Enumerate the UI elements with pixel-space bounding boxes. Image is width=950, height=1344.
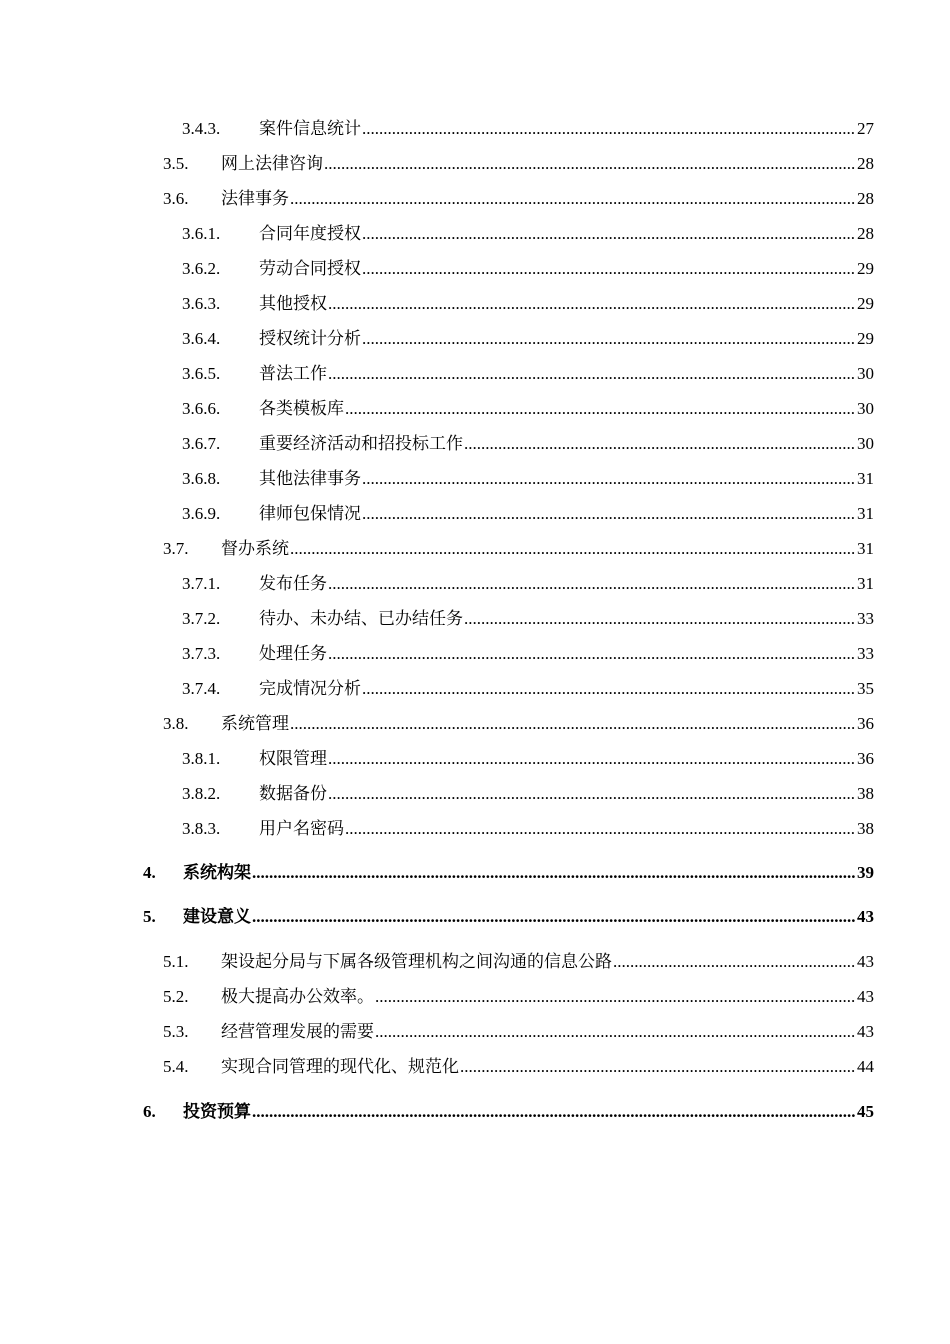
toc-entry[interactable] xyxy=(163,1016,874,1042)
toc-title: 用户名密码 xyxy=(259,819,344,838)
dot-leader xyxy=(328,364,856,384)
toc-page-number: 28 xyxy=(857,189,874,208)
toc-page-number: 44 xyxy=(857,1057,874,1076)
toc-number: 5.2. xyxy=(163,987,189,1006)
toc-page-number: 31 xyxy=(857,469,874,488)
toc-entry[interactable] xyxy=(182,743,874,769)
dot-leader xyxy=(375,1022,856,1042)
toc-entry[interactable] xyxy=(182,323,874,349)
toc-title: 架设起分局与下属各级管理机构之间沟通的信息公路 xyxy=(221,952,612,971)
dot-leader xyxy=(290,189,856,209)
toc-entry[interactable] xyxy=(163,708,874,734)
toc-title: 待办、未办结、已办结任务 xyxy=(259,609,463,628)
toc-title: 网上法律咨询 xyxy=(221,154,323,173)
toc-entry[interactable] xyxy=(163,183,874,209)
toc-page-number: 36 xyxy=(857,749,874,768)
toc-number: 3.7.1. xyxy=(182,574,221,593)
toc-number: 3.7.3. xyxy=(182,644,221,663)
toc-title: 法律事务 xyxy=(221,189,289,208)
toc-page-number: 43 xyxy=(857,952,874,971)
toc-number: 3.6.1. xyxy=(182,224,221,243)
toc-entry[interactable] xyxy=(182,498,874,524)
toc-number: 3.6.8. xyxy=(182,469,221,488)
toc-page-number: 30 xyxy=(857,364,874,383)
dot-leader xyxy=(345,399,856,419)
toc-number: 3.6.5. xyxy=(182,364,221,383)
toc-entry[interactable] xyxy=(163,533,874,559)
toc-entry[interactable] xyxy=(182,218,874,244)
dot-leader xyxy=(328,294,856,314)
toc-title: 合同年度授权 xyxy=(259,224,361,243)
toc-entry[interactable] xyxy=(182,113,874,139)
toc-entry[interactable] xyxy=(182,603,874,629)
toc-page-number: 31 xyxy=(857,574,874,593)
toc-title: 极大提高办公效率。 xyxy=(221,987,374,1006)
toc-page-number: 29 xyxy=(857,259,874,278)
dot-leader xyxy=(290,539,856,559)
toc-number: 6. xyxy=(143,1102,156,1121)
toc-entry[interactable] xyxy=(163,148,874,174)
toc-entry[interactable] xyxy=(163,981,874,1007)
toc-number: 3.6.4. xyxy=(182,329,221,348)
toc-number: 3.4.3. xyxy=(182,119,221,138)
toc-entry[interactable] xyxy=(182,813,874,839)
toc-page-number: 38 xyxy=(857,819,874,838)
toc-title: 发布任务 xyxy=(259,574,327,593)
toc-number: 5.1. xyxy=(163,952,189,971)
toc-title: 各类模板库 xyxy=(259,399,344,418)
dot-leader xyxy=(328,574,856,594)
toc-entry[interactable] xyxy=(143,1096,874,1122)
toc-page-number: 33 xyxy=(857,609,874,628)
toc-entry[interactable] xyxy=(182,673,874,699)
toc-number: 5. xyxy=(143,907,156,926)
toc-title: 重要经济活动和招投标工作 xyxy=(259,434,463,453)
toc-number: 3.8.2. xyxy=(182,784,221,803)
dot-leader xyxy=(375,987,856,1007)
toc-title: 实现合同管理的现代化、规范化 xyxy=(221,1057,459,1076)
dot-leader xyxy=(362,504,856,524)
toc-page-number: 31 xyxy=(857,504,874,523)
toc-entry[interactable] xyxy=(182,568,874,594)
toc-title: 案件信息统计 xyxy=(259,119,361,138)
toc-number: 3.8.1. xyxy=(182,749,221,768)
toc-page-number: 30 xyxy=(857,399,874,418)
toc-page-number: 29 xyxy=(857,294,874,313)
toc-page-number: 43 xyxy=(857,907,874,926)
toc-page-number: 33 xyxy=(857,644,874,663)
toc-title: 系统管理 xyxy=(221,714,289,733)
toc-number: 4. xyxy=(143,863,156,882)
dot-leader xyxy=(328,749,856,769)
toc-title: 系统构架 xyxy=(183,863,251,882)
toc-title: 经营管理发展的需要 xyxy=(221,1022,374,1041)
toc-number: 3.6.9. xyxy=(182,504,221,523)
toc-page-number: 36 xyxy=(857,714,874,733)
toc-page-number: 35 xyxy=(857,679,874,698)
toc-entry[interactable] xyxy=(182,428,874,454)
toc-title: 普法工作 xyxy=(259,364,327,383)
dot-leader xyxy=(362,469,856,489)
toc-entry[interactable] xyxy=(182,358,874,384)
toc-entry[interactable] xyxy=(182,253,874,279)
dot-leader xyxy=(324,154,856,174)
toc-entry[interactable] xyxy=(143,901,874,927)
toc-number: 3.6. xyxy=(163,189,189,208)
dot-leader xyxy=(328,784,856,804)
dot-leader xyxy=(362,329,856,349)
toc-page-number: 43 xyxy=(857,987,874,1006)
dot-leader xyxy=(613,952,856,972)
dot-leader xyxy=(460,1057,856,1077)
toc-title: 完成情况分析 xyxy=(259,679,361,698)
dot-leader xyxy=(362,259,856,279)
toc-title: 律师包保情况 xyxy=(259,504,361,523)
toc-title: 处理任务 xyxy=(259,644,327,663)
dot-leader xyxy=(362,224,856,244)
toc-page-number: 31 xyxy=(857,539,874,558)
toc-entry[interactable] xyxy=(182,288,874,314)
toc-entry[interactable] xyxy=(163,946,874,972)
dot-leader xyxy=(362,679,856,699)
toc-number: 3.7.4. xyxy=(182,679,221,698)
toc-number: 3.7.2. xyxy=(182,609,221,628)
toc-number: 3.8.3. xyxy=(182,819,221,838)
toc-number: 3.6.7. xyxy=(182,434,221,453)
toc-number: 5.4. xyxy=(163,1057,189,1076)
toc-page-number: 28 xyxy=(857,224,874,243)
dot-leader xyxy=(464,434,856,454)
toc-number: 3.5. xyxy=(163,154,189,173)
toc-number: 3.8. xyxy=(163,714,189,733)
toc-entry[interactable] xyxy=(182,393,874,419)
toc-title: 其他授权 xyxy=(259,294,327,313)
toc-page-number: 28 xyxy=(857,154,874,173)
toc-number: 3.7. xyxy=(163,539,189,558)
toc-number: 3.6.6. xyxy=(182,399,221,418)
toc-entry[interactable] xyxy=(163,1051,874,1077)
toc-number: 5.3. xyxy=(163,1022,189,1041)
toc-entry[interactable] xyxy=(182,463,874,489)
toc-page-number: 29 xyxy=(857,329,874,348)
toc-entry[interactable] xyxy=(182,638,874,664)
toc-title: 授权统计分析 xyxy=(259,329,361,348)
toc-page-number: 38 xyxy=(857,784,874,803)
toc-page-number: 27 xyxy=(857,119,874,138)
toc-title: 劳动合同授权 xyxy=(259,259,361,278)
dot-leader xyxy=(252,907,856,927)
toc-entry[interactable] xyxy=(182,778,874,804)
toc-title: 数据备份 xyxy=(259,784,327,803)
toc-page-number: 39 xyxy=(857,863,874,882)
dot-leader xyxy=(252,863,856,883)
toc-title: 权限管理 xyxy=(259,749,327,768)
toc-page-number: 43 xyxy=(857,1022,874,1041)
dot-leader xyxy=(464,609,856,629)
dot-leader xyxy=(328,644,856,664)
toc-number: 3.6.3. xyxy=(182,294,221,313)
toc-number: 3.6.2. xyxy=(182,259,221,278)
dot-leader xyxy=(362,119,856,139)
dot-leader xyxy=(345,819,856,839)
toc-title: 其他法律事务 xyxy=(259,469,361,488)
toc-title: 督办系统 xyxy=(221,539,289,558)
dot-leader xyxy=(290,714,856,734)
toc-page-number: 30 xyxy=(857,434,874,453)
toc-title: 建设意义 xyxy=(183,907,251,926)
toc-entry[interactable] xyxy=(143,857,874,883)
toc-page-number: 45 xyxy=(857,1102,874,1121)
dot-leader xyxy=(252,1102,856,1122)
toc-title: 投资预算 xyxy=(183,1102,251,1121)
